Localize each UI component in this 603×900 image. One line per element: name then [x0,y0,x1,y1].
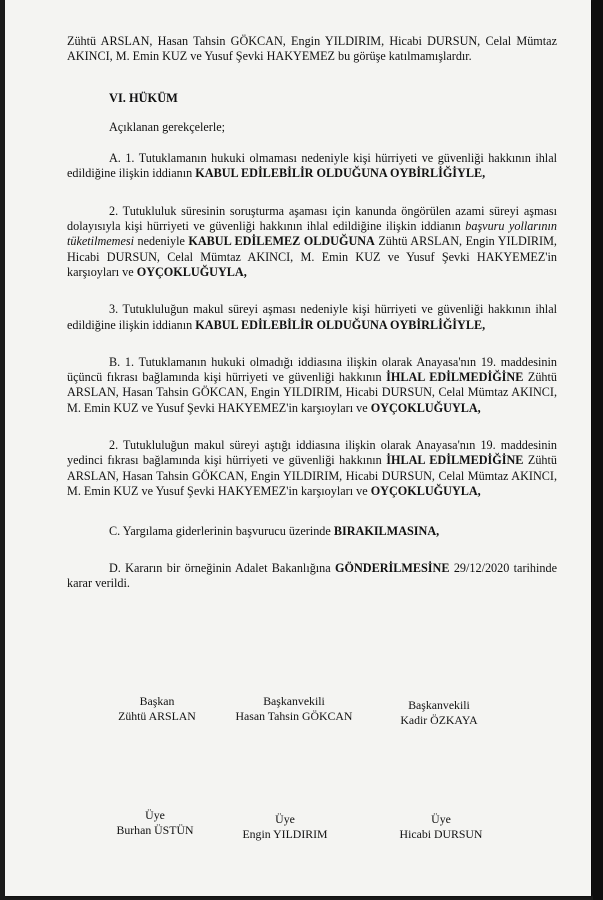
signature-role: Başkanvekili [408,698,470,712]
ruling-a1: A. 1. Tutuklamanın hukuki olmaması nedeniyle kişi hürriyeti ve güvenliği hakkının ihlal edildiğine ilişkin iddianın KABUL EDİLEBİLİR OLDUĞUNA OYBİRLİĞİYLE, [67,151,557,181]
ruling-a2: 2. Tutukluluk süresinin soruşturma aşaması için kanunda öngörülen azami süreyi aşması dolayısıyla kişi hürriyeti ve güvenliği hakkının ihlal edildiğine ilişkin iddianın başvuru yollarının tüketilmemesi nedeniyle KABUL EDİLEMEZ OLDUĞUNA Zühtü ARSLAN, Engin YILDIRIM, Hicabi DURSUN, Celal Mümtaz AKINCI, M. Emin KUZ ve Yusuf Şevki HAKYEMEZ'in karşıoyları ve OYÇOKLUĞUYLA, [67,203,558,279]
signature-role: Üye [431,812,451,826]
signature-role: Başkan [139,694,175,708]
ruling-d: D. Kararın bir örneğinin Adalet Bakanlığına GÖNDERİLMESİNE 29/12/2020 tarihinde karar verildi. [67,560,557,590]
signature-member-2 [205,812,365,842]
signature-name: Zühtü ARSLAN [118,709,196,723]
signature-role: Başkanvekili [263,694,325,708]
scan-border [593,0,603,900]
ruling-a3: 3. Tutukluluğun makul süreyi aşması nedeniyle kişi hürriyeti ve güvenliği hakkının ihlal edildiğine ilişkin iddianın KABUL EDİLEBİLİR OLDUĞUNA OYBİRLİĞİYLE, [67,302,557,332]
ruling-b1: B. 1. Tutuklamanın hukuki olmadığı iddiasına ilişkin olarak Anayasa'nın 19. maddesinin üçüncü fıkrası bağlamında kişi hürriyeti ve güvenliği hakkının İHLAL EDİLMEDİĞİNE Zühtü ARSLAN, Hasan Tahsin GÖKCAN, Engin YILDIRIM, Hicabi DURSUN, Celal Mümtaz AKINCI, M. Emin KUZ ve Yusuf Şevki HAKYEMEZ'in karşıoyları ve OYÇOKLUĞUYLA, [67,354,557,415]
signature-role: Üye [275,812,295,826]
ruling-c: C. Yargılama giderlerinin başvurucu üzerinde BIRAKILMASINA, [109,524,440,539]
signature-name: Engin YILDIRIM [242,827,328,841]
ruling-b2: 2. Tutukluluğun makul süreyi aştığı iddiasına ilişkin olarak Anayasa'nın 19. maddesinin yedinci fıkrası bağlamında kişi hürriyeti ve güvenliği hakkının İHLAL EDİLMEDİĞİNE Zühtü ARSLAN, Hasan Tahsin GÖKCAN, Engin YILDIRIM, Hicabi DURSUN, Celal Mümtaz AKINCI, M. Emin KUZ ve Yusuf Şevki HAKYEMEZ'in karşıoyları ve OYÇOKLUĞUYLA, [67,438,557,498]
dissent-paragraph: Zühtü ARSLAN, Hasan Tahsin GÖKCAN, Engin YILDIRIM, Hicabi DURSUN, Celal Mümtaz AKINCI, M. Emin KUZ ve Yusuf Şevki HAKYEMEZ bu görüşe katılmamışlardır. [67,34,557,64]
document-page [5,0,591,896]
signature-name: Burhan ÜSTÜN [116,823,194,837]
lead-text: Açıklanan gerekçelerle; [109,119,226,134]
signature-name: Hicabi DURSUN [399,827,483,841]
document-body [67,34,557,591]
signature-name: Hasan Tahsin GÖKCAN [235,709,353,723]
signature-president [77,694,237,724]
signature-name: Kadir ÖZKAYA [400,713,478,727]
signature-member-3 [361,812,521,842]
section-title: VI. HÜKÜM [109,90,178,105]
signature-role: Üye [145,808,165,822]
signature-vice-president-2 [359,698,519,728]
signature-vice-president-1 [214,694,374,724]
